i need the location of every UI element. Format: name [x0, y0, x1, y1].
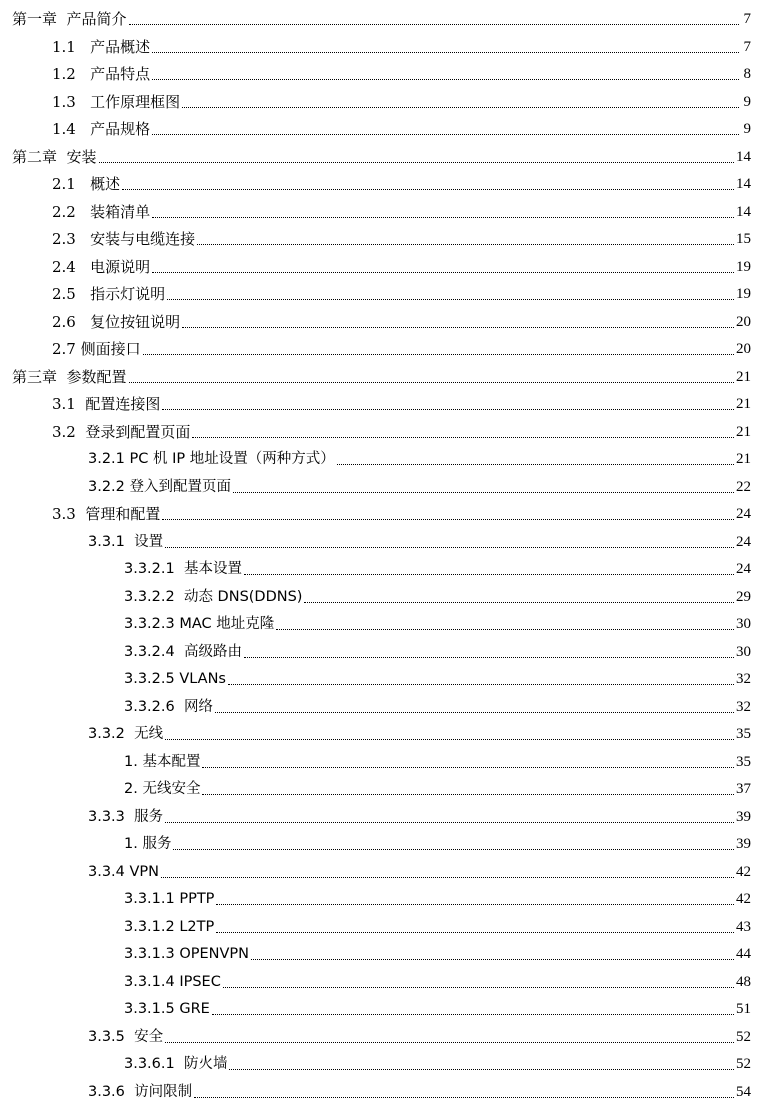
dot-leader: [162, 409, 734, 410]
dot-leader: [165, 739, 734, 740]
toc-entry-title: 3.3.4 VPN: [88, 863, 160, 880]
dot-leader: [99, 162, 734, 163]
toc-entry-title: 3.3.1.5 GRE: [124, 1001, 210, 1017]
toc-entry-page-number: 21: [736, 423, 751, 440]
dot-leader: [202, 767, 734, 768]
toc-entry[interactable]: [124, 912, 751, 938]
toc-entry-page-number: 14: [736, 203, 751, 220]
toc-entry-page-number: 24: [736, 506, 751, 522]
toc-entry[interactable]: [52, 417, 751, 443]
toc-entry-title: 第三章 参数配置: [12, 367, 127, 386]
dot-leader: [304, 602, 734, 603]
toc-entry-page-number: 32: [736, 698, 751, 715]
toc-entry[interactable]: [52, 59, 751, 85]
toc-entry-title: 3.3.2.3 MAC 地址克隆: [124, 616, 275, 632]
toc-entry[interactable]: [88, 1077, 751, 1103]
toc-entry-title: 3.1 配置连接图: [52, 395, 161, 413]
dot-leader: [276, 629, 734, 630]
dot-leader: [244, 657, 734, 658]
toc-entry-title: 3.3.2.2 动态 DNS(DDNS): [124, 588, 303, 605]
dot-leader: [192, 437, 734, 438]
toc-entry-page-number: 48: [736, 973, 751, 990]
toc-entry-title: 1. 基本配置: [124, 753, 201, 770]
toc-entry-page-number: 39: [736, 808, 751, 825]
toc-entry-page-number: 32: [736, 671, 751, 687]
toc-entry-title: 2.4 电源说明: [52, 257, 151, 276]
toc-entry-title: 3.3.2.1 基本设置: [124, 561, 242, 577]
toc-entry[interactable]: [124, 637, 751, 663]
toc-entry[interactable]: [88, 527, 751, 553]
toc-entry[interactable]: [52, 224, 751, 250]
toc-entry-page-number: 7: [743, 38, 751, 55]
toc-entry-page-number: 19: [736, 286, 751, 302]
toc-entry-page-number: 14: [736, 148, 751, 165]
toc-entry[interactable]: [52, 279, 751, 305]
toc-entry[interactable]: [124, 994, 751, 1020]
dot-leader: [129, 382, 734, 383]
toc-entry[interactable]: [12, 362, 751, 388]
dot-leader: [215, 712, 734, 713]
toc-entry-title: 3.3.6.1 防火墙: [124, 1056, 228, 1072]
toc-entry[interactable]: [88, 802, 751, 828]
toc-entry-title: 3.3.2.4 高级路由: [124, 643, 242, 660]
toc-entry-title: 3.3.5 安全: [88, 1028, 164, 1045]
toc-entry-page-number: 29: [736, 588, 751, 605]
toc-entry[interactable]: [124, 939, 751, 965]
toc-entry-page-number: 9: [743, 93, 751, 110]
toc-entry-page-number: 35: [736, 753, 751, 770]
toc-entry[interactable]: [124, 554, 751, 580]
toc-entry-page-number: 15: [736, 231, 751, 247]
toc-entry[interactable]: [52, 307, 751, 333]
dot-leader: [251, 959, 734, 960]
toc-entry[interactable]: [52, 197, 751, 223]
dot-leader: [152, 52, 739, 53]
toc-entry[interactable]: [52, 169, 751, 195]
dot-leader: [143, 354, 734, 355]
toc-entry-page-number: 20: [736, 341, 751, 357]
toc-entry[interactable]: [88, 472, 751, 498]
toc-entry-page-number: 20: [736, 313, 751, 330]
toc-entry-title: 3.2.1 PC 机 IP 地址设置（两种方式）: [88, 451, 335, 467]
toc-entry-title: 3.3.1.4 IPSEC: [124, 973, 221, 990]
toc-entry[interactable]: [124, 609, 751, 635]
toc-entry-page-number: 19: [736, 258, 751, 275]
dot-leader: [182, 107, 739, 108]
dot-leader: [161, 877, 734, 878]
toc-entry-title: 3.3 管理和配置: [52, 505, 161, 523]
toc-entry[interactable]: [124, 829, 751, 855]
dot-leader: [202, 794, 734, 795]
toc-entry-title: 1.1 产品概述: [52, 37, 151, 56]
toc-entry[interactable]: [12, 142, 751, 168]
toc-entry-title: 第二章 安装: [12, 147, 97, 166]
dot-leader: [229, 1069, 734, 1070]
dot-leader: [152, 134, 739, 135]
toc-entry-page-number: 7: [743, 11, 751, 27]
dot-leader: [182, 327, 734, 328]
dot-leader: [152, 217, 734, 218]
dot-leader: [165, 1042, 734, 1043]
toc-entry[interactable]: [88, 1022, 751, 1048]
toc-entry-title: 3.2 登录到配置页面: [52, 422, 191, 441]
toc-entry[interactable]: [124, 747, 751, 773]
toc-entry-page-number: 21: [736, 368, 751, 385]
toc-entry[interactable]: [52, 87, 751, 113]
toc-entry-title: 3.3.1.1 PPTP: [124, 891, 215, 907]
toc-entry[interactable]: [88, 857, 751, 883]
dot-leader: [165, 822, 734, 823]
toc-entry-title: 2.2 装箱清单: [52, 202, 151, 221]
toc-entry-page-number: 43: [736, 918, 751, 935]
toc-entry[interactable]: [52, 389, 751, 415]
toc-entry-title: 2. 无线安全: [124, 781, 201, 797]
toc-entry-page-number: 54: [736, 1083, 751, 1100]
toc-entry-title: 3.3.2 无线: [88, 726, 164, 742]
toc-entry-page-number: 21: [736, 451, 751, 467]
dot-leader: [152, 79, 739, 80]
dot-leader: [165, 547, 734, 548]
toc-entry-title: 2.5 指示灯说明: [52, 285, 166, 303]
toc-entry-page-number: 35: [736, 726, 751, 742]
toc-entry-title: 3.3.1 设置: [88, 533, 164, 550]
toc-entry-title: 2.3 安装与电缆连接: [52, 230, 196, 248]
toc-entry[interactable]: [124, 967, 751, 993]
toc-entry-page-number: 22: [736, 478, 751, 495]
dot-leader: [244, 574, 734, 575]
toc-entry[interactable]: [52, 32, 751, 58]
toc-entry[interactable]: [52, 334, 751, 360]
toc-entry[interactable]: [52, 114, 751, 140]
dot-leader: [223, 987, 734, 988]
toc-entry[interactable]: [124, 692, 751, 718]
toc-entry-title: 2.6 复位按钮说明: [52, 312, 181, 331]
toc-entry-page-number: 42: [736, 863, 751, 880]
toc-entry-page-number: 21: [736, 396, 751, 412]
toc-entry[interactable]: [124, 1049, 751, 1075]
toc-entry[interactable]: [124, 774, 751, 800]
toc-entry-title: 3.2.2 登入到配置页面: [88, 478, 232, 495]
toc-entry-title: 2.7 侧面接口: [52, 340, 141, 358]
dot-leader: [233, 492, 734, 493]
toc-entry-page-number: 42: [736, 891, 751, 907]
toc-entry[interactable]: [52, 252, 751, 278]
toc-entry-title: 3.3.2.5 VLANs: [124, 671, 226, 687]
dot-leader: [129, 24, 739, 25]
toc-entry-title: 1.4 产品规格: [52, 120, 151, 138]
toc-entry-title: 3.3.6 访问限制: [88, 1083, 193, 1100]
dot-leader: [216, 932, 734, 933]
dot-leader: [216, 904, 734, 905]
toc-entry-page-number: 52: [736, 1056, 751, 1072]
toc-entry-title: 1.2 产品特点: [52, 65, 151, 83]
toc-entry[interactable]: [52, 499, 751, 525]
toc-entry[interactable]: [124, 582, 751, 608]
dot-leader: [194, 1097, 734, 1098]
toc-entry-title: 3.3.3 服务: [88, 808, 164, 825]
toc-entry-page-number: 24: [736, 561, 751, 577]
toc-entry-page-number: 51: [736, 1001, 751, 1017]
toc-entry-page-number: 39: [736, 836, 751, 852]
dot-leader: [152, 272, 734, 273]
toc-entry[interactable]: [88, 719, 751, 745]
toc-entry-page-number: 8: [743, 66, 751, 82]
toc-entry-title: 1.3 工作原理框图: [52, 92, 181, 111]
dot-leader: [197, 244, 734, 245]
toc-entry-page-number: 52: [736, 1028, 751, 1045]
toc-entry-title: 第一章 产品简介: [12, 10, 127, 28]
toc-entry-title: 3.3.2.6 网络: [124, 698, 213, 715]
dot-leader: [173, 849, 734, 850]
toc-entry-title: 3.3.1.2 L2TP: [124, 918, 215, 935]
dot-leader: [162, 519, 734, 520]
toc-entry-page-number: 37: [736, 781, 751, 797]
toc-entry-title: 3.3.1.3 OPENVPN: [124, 946, 250, 962]
toc-entry[interactable]: [12, 4, 751, 30]
toc-entry-page-number: 14: [736, 176, 751, 192]
toc-entry-page-number: 30: [736, 643, 751, 660]
toc-entry-page-number: 44: [736, 946, 751, 962]
toc-entry-title: 1. 服务: [124, 836, 172, 852]
dot-leader: [212, 1014, 734, 1015]
dot-leader: [122, 189, 734, 190]
toc-entry[interactable]: [124, 884, 751, 910]
toc-entry[interactable]: [124, 664, 751, 690]
dot-leader: [228, 684, 734, 685]
dot-leader: [167, 299, 734, 300]
dot-leader: [337, 464, 734, 465]
toc-entry-page-number: 30: [736, 616, 751, 632]
toc-entry-title: 2.1 概述: [52, 175, 121, 193]
toc-entry[interactable]: [88, 444, 751, 470]
toc-entry-page-number: 9: [743, 121, 751, 137]
toc-entry-page-number: 24: [736, 533, 751, 550]
